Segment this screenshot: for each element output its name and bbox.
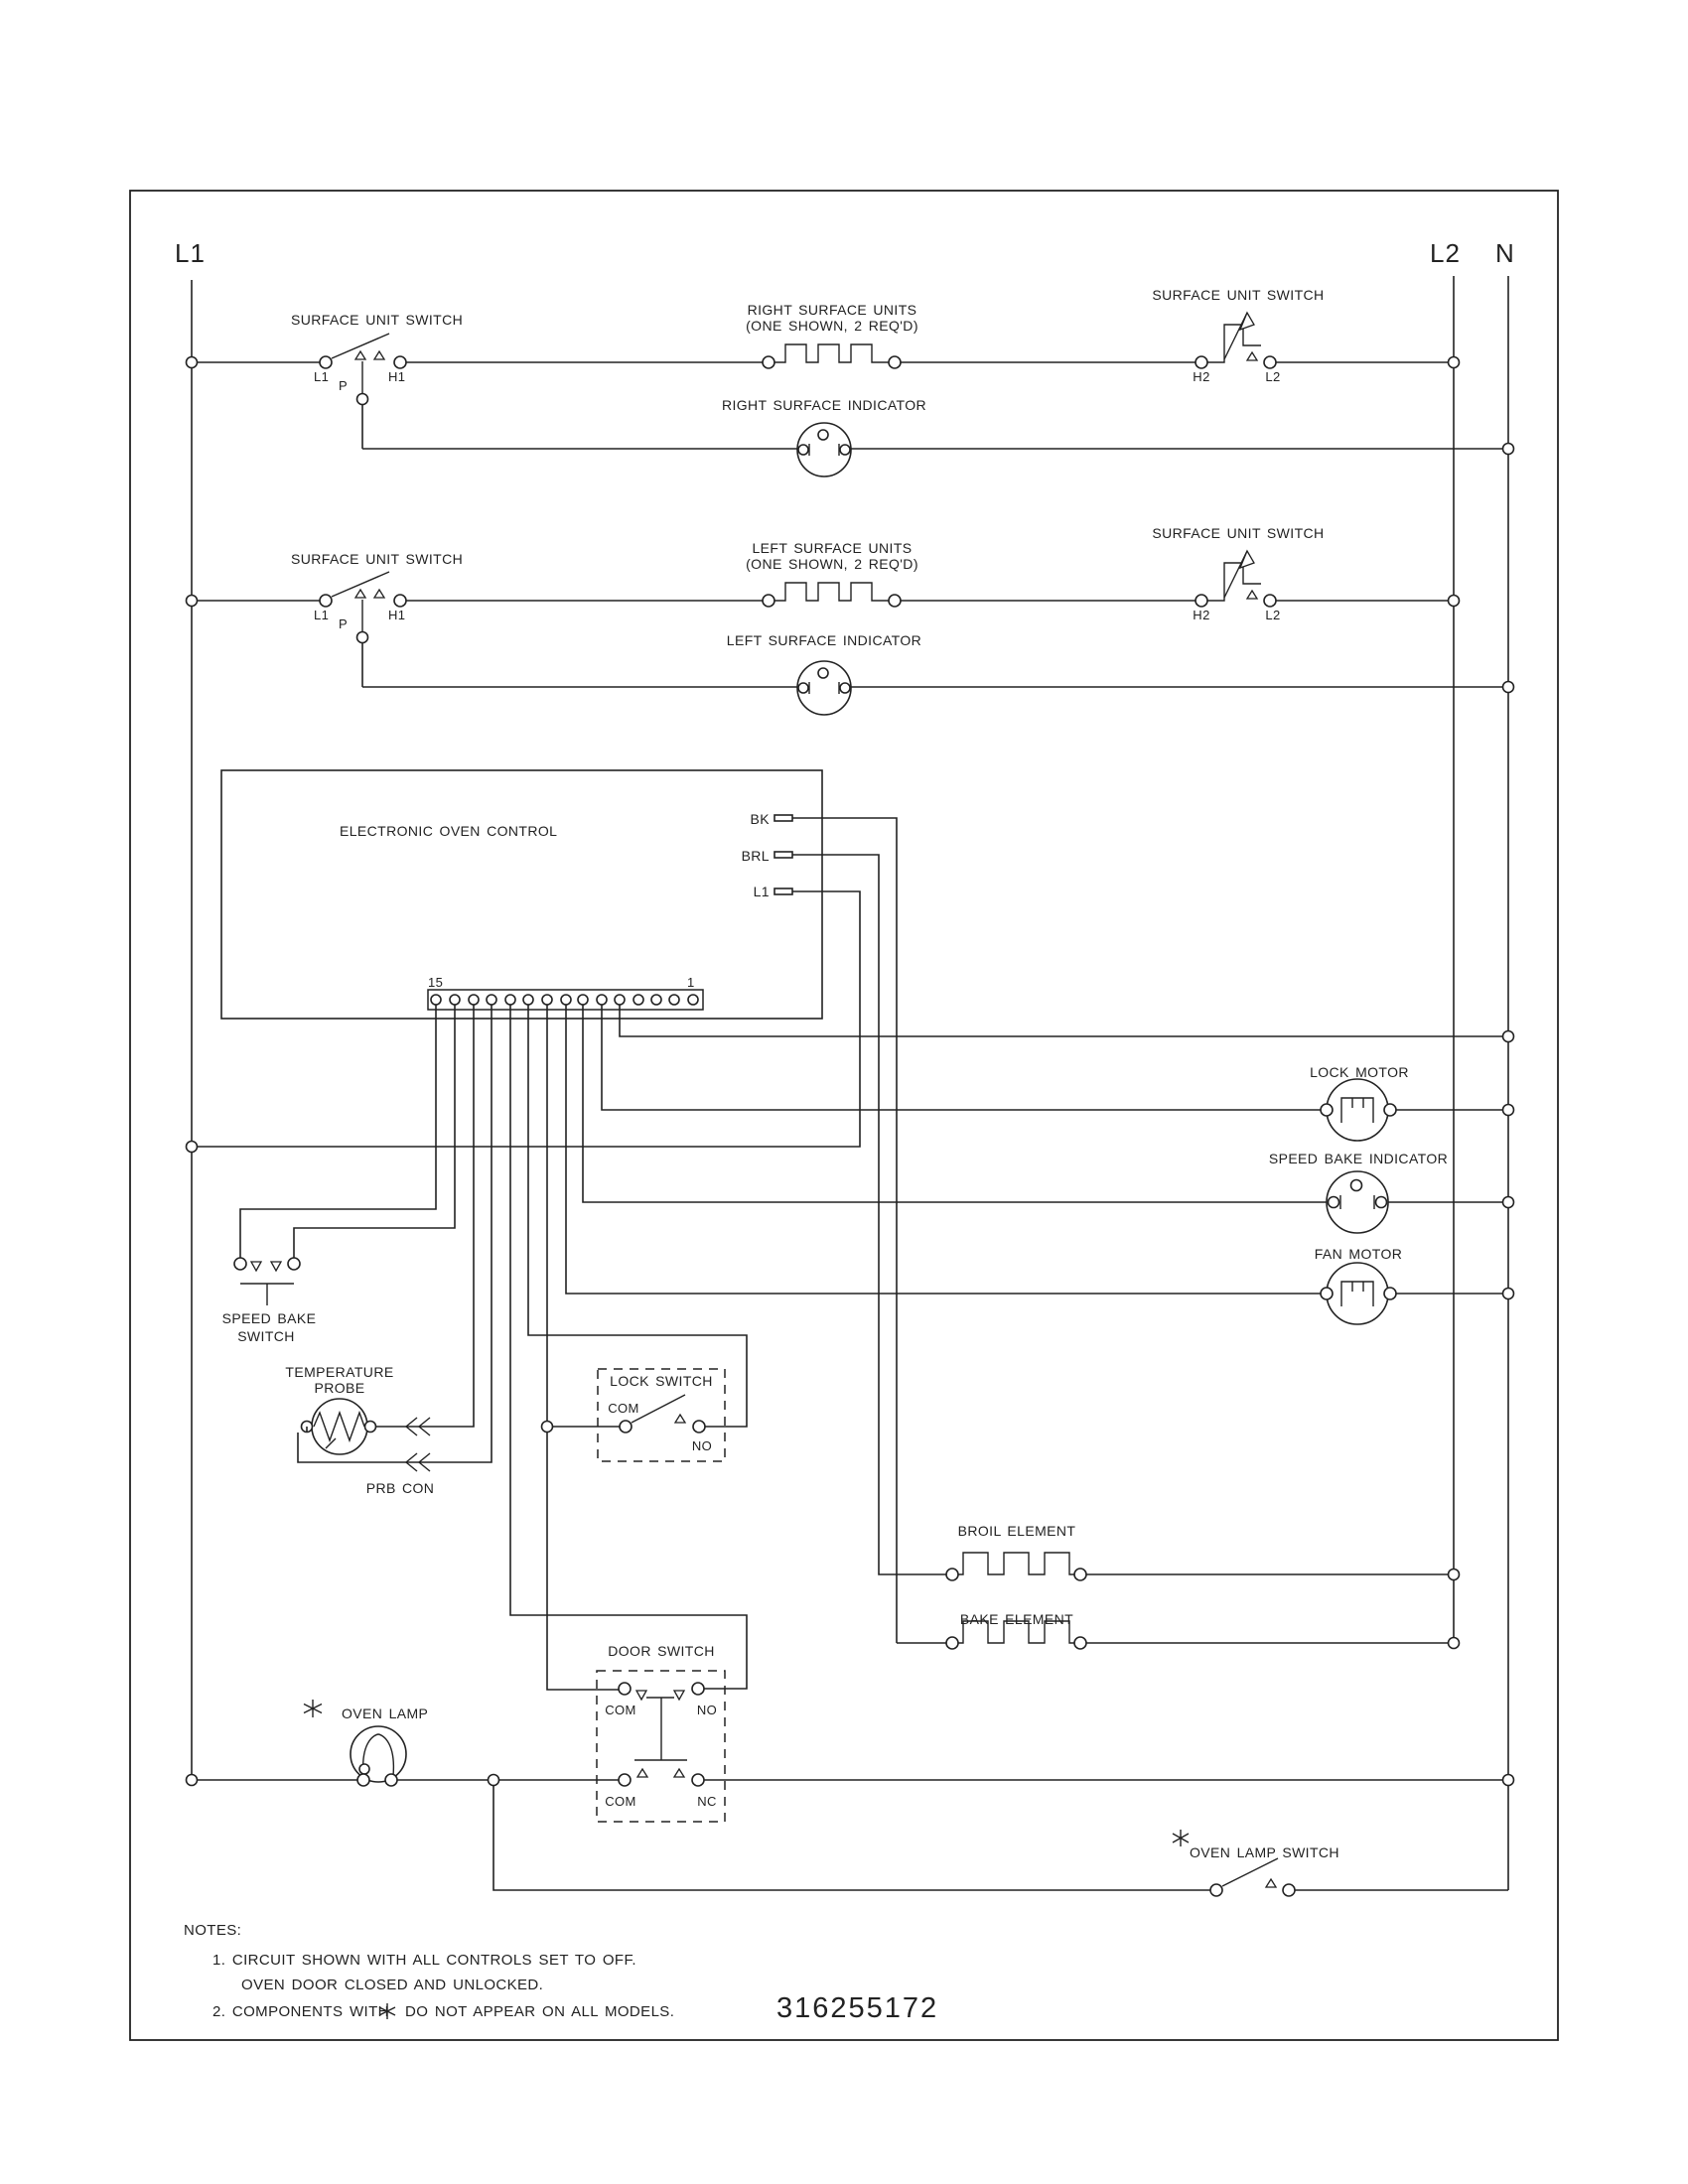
surface-unit-switch-arrow-icon — [1196, 551, 1276, 607]
terminal-l2: L2 — [1265, 369, 1281, 384]
door-switch-nc-label: NC — [697, 1794, 717, 1809]
junction-l1-row2 — [187, 596, 198, 607]
fan-motor — [1315, 1246, 1514, 1324]
surface-unit-switch-label-3: SURFACE UNIT SWITCH — [291, 551, 464, 567]
oven-lamp-switch-label: OVEN LAMP SWITCH — [1190, 1844, 1339, 1860]
oven-lamp-switch — [1173, 1830, 1339, 1896]
terminal-h2: H2 — [1193, 608, 1210, 622]
eoc-pin-l1-label: L1 — [753, 884, 770, 899]
right-surface-units-label-2: (ONE SHOWN, 2 REQ'D) — [746, 318, 918, 334]
right-surface-indicator-label: RIGHT SURFACE INDICATOR — [721, 397, 927, 413]
rail-n-label: N — [1495, 238, 1515, 268]
indicator-lamp-icon — [1327, 1171, 1388, 1233]
junction-l1-row1 — [187, 357, 198, 368]
note-1-line-1: 1. CIRCUIT SHOWN WITH ALL CONTROLS SET TO OFF. — [212, 1952, 636, 1969]
temperature-probe — [285, 1364, 434, 1496]
motor-icon — [1321, 1263, 1396, 1324]
indicator-lamp-icon — [797, 423, 851, 477]
door-switch-plunger-icon — [634, 1698, 687, 1760]
speed-bake-switch-label-1: SPEED BAKE — [221, 1310, 317, 1326]
eoc-box — [221, 770, 822, 1019]
terminal-p: P — [339, 616, 349, 631]
surface-unit-switch-label-4: SURFACE UNIT SWITCH — [1152, 525, 1325, 541]
junction-n-sb-indicator — [1503, 1197, 1514, 1208]
notes-block — [184, 1922, 674, 2020]
eoc-pin-bk-label: BK — [750, 811, 770, 827]
terminal-h2: H2 — [1193, 369, 1210, 384]
broil-element — [946, 1523, 1460, 1580]
junction-n-lock-motor — [1503, 1105, 1514, 1116]
terminal-l1: L1 — [314, 369, 330, 384]
surface-unit-switch-icon — [320, 572, 406, 687]
motor-icon — [1321, 1079, 1396, 1141]
surface-element-icon — [763, 583, 901, 607]
speed-bake-indicator-label: SPEED BAKE INDICATOR — [1268, 1151, 1449, 1166]
terminal-h1: H1 — [388, 608, 406, 622]
probe-icon — [302, 1399, 376, 1454]
push-switch-icon — [234, 1258, 300, 1305]
probe-connector-icon — [406, 1418, 430, 1471]
switch-icon — [1210, 1858, 1295, 1896]
junction-n-eoc — [1503, 1031, 1514, 1042]
speed-bake-switch — [222, 1258, 317, 1344]
surface-unit-switch-label-1: SURFACE UNIT SWITCH — [291, 312, 464, 328]
left-surface-indicator-label: LEFT SURFACE INDICATOR — [726, 632, 922, 648]
oven-lamp-circuit — [187, 1700, 1514, 1890]
terminal-l1: L1 — [314, 608, 330, 622]
door-switch-com-bottom-label: COM — [605, 1794, 636, 1809]
part-number: 316255172 — [776, 1992, 939, 2024]
connector-pin-1-label: 1 — [687, 975, 695, 990]
surface-unit-switch-arrow-icon — [1196, 313, 1276, 368]
note-1-line-2: OVEN DOOR CLOSED AND UNLOCKED. — [241, 1977, 544, 1993]
lock-motor-label: LOCK MOTOR — [1310, 1064, 1409, 1080]
asterisk-icon — [1173, 1830, 1189, 1846]
eoc-label: ELECTRONIC OVEN CONTROL — [340, 823, 558, 839]
terminal-p: P — [339, 378, 349, 393]
junction-lamp-switch-branch — [489, 1775, 499, 1786]
junction-lock-com — [542, 1422, 553, 1433]
asterisk-icon — [304, 1700, 322, 1717]
note-2-prefix: 2. COMPONENTS WITH — [212, 2003, 389, 2020]
lock-switch — [598, 1369, 725, 1461]
door-switch — [597, 1643, 725, 1822]
notes-title: NOTES: — [184, 1922, 242, 1939]
broil-element-label: BROIL ELEMENT — [957, 1523, 1076, 1539]
lock-switch-label: LOCK SWITCH — [610, 1373, 713, 1389]
bake-element-label: BAKE ELEMENT — [959, 1611, 1074, 1627]
left-surface-units-label-2: (ONE SHOWN, 2 REQ'D) — [746, 556, 918, 572]
eoc-connector-strip — [428, 975, 703, 1010]
lock-motor — [1310, 1064, 1513, 1141]
connector-pin-15-label: 15 — [428, 975, 444, 990]
speed-bake-indicator — [1269, 1151, 1514, 1233]
oven-lamp-icon — [351, 1726, 406, 1786]
oven-lamp-label: OVEN LAMP — [342, 1706, 429, 1721]
bake-element — [897, 1611, 1460, 1649]
temperature-probe-label-2: PROBE — [314, 1380, 365, 1396]
junction-l1-eoc-feed — [187, 1142, 198, 1153]
door-switch-no-label: NO — [696, 1703, 718, 1717]
terminal-h1: H1 — [388, 369, 406, 384]
junction-l2-row1 — [1449, 357, 1460, 368]
power-rails — [175, 238, 1515, 1780]
heating-element-icon — [946, 1553, 1086, 1580]
door-switch-bottom-pole-icon — [619, 1769, 704, 1786]
eoc-pin-brl-label: BRL — [741, 848, 770, 864]
junction-n-fan-motor — [1503, 1289, 1514, 1299]
junction-n-lamp — [1503, 1775, 1514, 1786]
left-surface-circuit — [187, 525, 1514, 715]
indicator-lamp-icon — [797, 661, 851, 715]
lock-switch-no-label: NO — [691, 1438, 713, 1453]
surface-unit-switch-icon — [320, 334, 406, 449]
electronic-oven-control — [221, 770, 822, 1019]
lock-switch-com-label: COM — [608, 1401, 639, 1416]
speed-bake-switch-label-2: SWITCH — [237, 1328, 295, 1344]
junction-l1-lamp — [187, 1775, 198, 1786]
fan-motor-label: FAN MOTOR — [1314, 1246, 1403, 1262]
junction-l2-row2 — [1449, 596, 1460, 607]
right-surface-circuit — [187, 287, 1514, 477]
door-switch-com-top-label: COM — [605, 1703, 636, 1717]
door-switch-label: DOOR SWITCH — [608, 1643, 715, 1659]
junction-l2-broil — [1449, 1570, 1460, 1580]
surface-element-icon — [763, 344, 901, 368]
junction-n-indicator1 — [1503, 444, 1514, 455]
rail-l2-label: L2 — [1430, 238, 1461, 268]
prb-con-label: PRB CON — [365, 1480, 435, 1496]
junction-l2-bake — [1449, 1638, 1460, 1649]
note-2-suffix: DO NOT APPEAR ON ALL MODELS. — [405, 2003, 675, 2020]
junction-n-indicator2 — [1503, 682, 1514, 693]
rail-l1-label: L1 — [175, 238, 206, 268]
temperature-probe-label-1: TEMPERATURE — [285, 1364, 394, 1380]
surface-unit-switch-label-2: SURFACE UNIT SWITCH — [1152, 287, 1325, 303]
right-surface-units-label-1: RIGHT SURFACE UNITS — [747, 302, 917, 318]
terminal-l2: L2 — [1265, 608, 1281, 622]
left-surface-units-label-1: LEFT SURFACE UNITS — [752, 540, 913, 556]
